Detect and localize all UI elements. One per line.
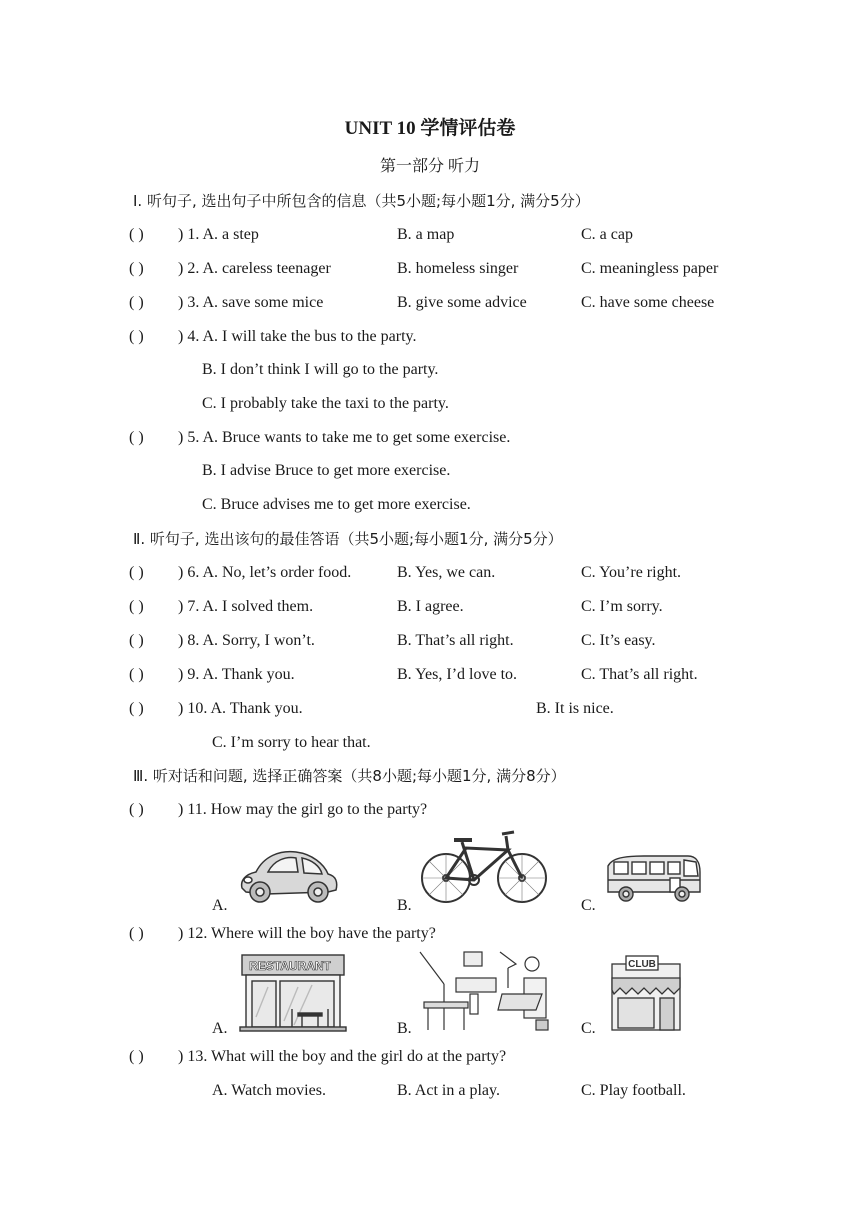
- option-b: B. I agree.: [397, 598, 464, 615]
- option-a: ) 7. A. I solved them.: [178, 598, 314, 615]
- option-a: ) 5. A. Bruce wants to take me to get some exercise.: [178, 429, 511, 446]
- option-c-label: C.: [581, 897, 596, 914]
- option-a-label: A.: [212, 1020, 228, 1037]
- page-title: UNIT 10 学情评估卷: [344, 118, 516, 139]
- answer-blank[interactable]: ( ): [129, 260, 144, 277]
- option-c: C. I’m sorry.: [581, 598, 663, 615]
- option-a: ) 10. A. Thank you.: [178, 700, 303, 717]
- option-c: C. That’s all right.: [581, 666, 698, 683]
- option-b-label: B.: [397, 1020, 412, 1037]
- option-b: B. Act in a play.: [397, 1082, 500, 1099]
- home-room-icon: [416, 948, 552, 1034]
- question-text: ) 12. Where will the boy have the party?: [178, 925, 436, 942]
- restaurant-icon: [238, 951, 348, 1033]
- bus-icon: [604, 852, 702, 906]
- question-text: ) 13. What will the boy and the girl do at the party?: [178, 1048, 507, 1065]
- option-b: B. Yes, I’d love to.: [397, 666, 518, 683]
- option-c: C. It’s easy.: [581, 632, 656, 649]
- option-a-label: A.: [212, 897, 228, 914]
- option-b-label: B.: [397, 897, 412, 914]
- option-c: C. I probably take the taxi to the party.: [202, 395, 449, 412]
- answer-blank[interactable]: ( ): [129, 1048, 144, 1065]
- answer-blank[interactable]: ( ): [129, 294, 144, 311]
- answer-blank[interactable]: ( ): [129, 700, 144, 717]
- question-text: ) 11. How may the girl go to the party?: [178, 801, 428, 818]
- option-a: ) 1. A. a step: [178, 226, 259, 243]
- option-b: B. That’s all right.: [397, 632, 514, 649]
- option-b: B. a map: [397, 226, 455, 243]
- option-c: C. I’m sorry to hear that.: [212, 734, 371, 751]
- section-2-heading: Ⅱ. 听句子, 选出该句的最佳答语（共5小题;每小题1分, 满分5分）: [133, 530, 563, 548]
- option-b: B. I advise Bruce to get more exercise.: [202, 462, 451, 479]
- option-c: C. a cap: [581, 226, 633, 243]
- section-1-heading: Ⅰ. 听句子, 选出句子中所包含的信息（共5小题;每小题1分, 满分5分）: [133, 192, 590, 210]
- car-icon: [236, 846, 342, 908]
- part-title: 第一部分 听力: [379, 158, 480, 175]
- option-c: C. You’re right.: [581, 564, 682, 581]
- answer-blank[interactable]: ( ): [129, 801, 144, 818]
- option-a: A. Watch movies.: [212, 1082, 326, 1099]
- option-a: ) 9. A. Thank you.: [178, 666, 295, 683]
- option-a: ) 8. A. Sorry, I won’t.: [178, 632, 315, 649]
- option-a: ) 3. A. save some mice: [178, 294, 324, 311]
- answer-blank[interactable]: ( ): [129, 328, 144, 345]
- option-c-label: C.: [581, 1020, 596, 1037]
- answer-blank[interactable]: ( ): [129, 564, 144, 581]
- option-b: B. give some advice: [397, 294, 527, 311]
- club-icon: [606, 954, 686, 1034]
- option-b: B. I don’t think I will go to the party.: [202, 361, 439, 378]
- bicycle-icon: [418, 826, 550, 906]
- option-a: ) 2. A. careless teenager: [178, 260, 331, 277]
- option-b: B. It is nice.: [536, 700, 614, 717]
- option-b: B. homeless singer: [397, 260, 519, 277]
- answer-blank[interactable]: ( ): [129, 632, 144, 649]
- option-a: ) 6. A. No, let’s order food.: [178, 564, 352, 581]
- answer-blank[interactable]: ( ): [129, 925, 144, 942]
- option-c: C. Bruce advises me to get more exercise.: [202, 496, 471, 513]
- club-sign: CLUB: [628, 959, 656, 970]
- answer-blank[interactable]: ( ): [129, 429, 144, 446]
- answer-blank[interactable]: ( ): [129, 666, 144, 683]
- option-a: ) 4. A. I will take the bus to the party.: [178, 328, 417, 345]
- option-c: C. have some cheese: [581, 294, 715, 311]
- restaurant-sign: RESTAURANT: [249, 959, 331, 973]
- answer-blank[interactable]: ( ): [129, 226, 144, 243]
- option-b: B. Yes, we can.: [397, 564, 496, 581]
- answer-blank[interactable]: ( ): [129, 598, 144, 615]
- option-c: C. Play football.: [581, 1082, 686, 1099]
- option-c: C. meaningless paper: [581, 260, 719, 277]
- section-3-heading: Ⅲ. 听对话和问题, 选择正确答案（共8小题;每小题1分, 满分8分）: [133, 767, 566, 785]
